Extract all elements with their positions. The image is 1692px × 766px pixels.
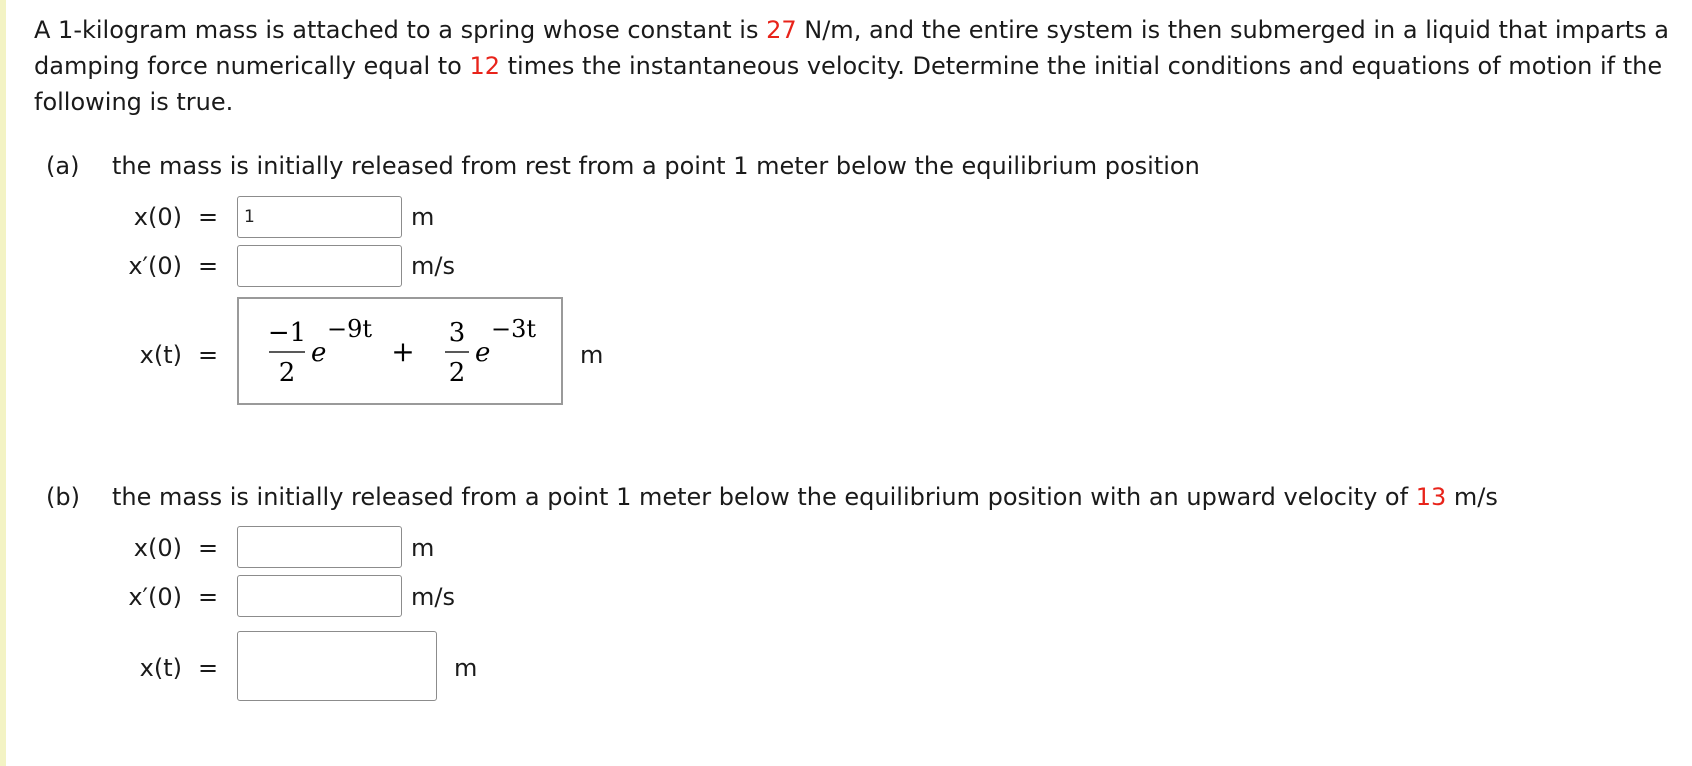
term1-denominator: 2 [278, 358, 296, 388]
term1-exponent: −9t [327, 315, 373, 343]
part-a-xt-answer-box[interactable] [237, 297, 563, 405]
part-b-text-main: the mass is initially released from a point 1 meter below the equilibrium position with an upward velocity of [112, 483, 1416, 511]
part-a-xp0-input[interactable] [237, 245, 402, 287]
part-b-x0-equals: = [198, 534, 219, 562]
term1-base: e [311, 338, 327, 368]
part-a-x0-label: x(0) [133, 203, 182, 231]
left-margin-bar [0, 0, 6, 766]
term1-numerator: −1 [267, 318, 307, 348]
part-a-xp0-label: x′(0) [128, 252, 182, 280]
part-b-xt-unit: m [454, 654, 478, 682]
term2-exponent: −3t [491, 315, 537, 343]
xt-formula [239, 299, 561, 403]
part-b-x0-input[interactable] [237, 526, 402, 568]
part-b-xp0-input[interactable] [237, 575, 402, 617]
part-b-text [112, 482, 1498, 512]
part-b-xt-label: x(t) [139, 654, 182, 682]
part-a-marker: (a) [46, 152, 80, 180]
part-a-xt-unit: m [580, 341, 604, 369]
problem-text-1: A 1-kilogram mass is attached to a spring whose constant is [34, 16, 767, 44]
term2-denominator: 2 [448, 358, 466, 388]
part-a-xt-equals: = [198, 341, 219, 369]
part-b-x0-unit: m [411, 534, 435, 562]
part-b-xt-input[interactable] [237, 631, 437, 701]
part-a-x0-unit: m [411, 203, 435, 231]
part-a-x0-equals: = [198, 203, 219, 231]
problem-statement [34, 12, 1674, 120]
spring-constant-value: 27 [766, 16, 797, 44]
part-a-xp0-unit: m/s [411, 252, 455, 280]
part-b-x0-label: x(0) [133, 534, 182, 562]
term2-numerator: 3 [448, 318, 466, 348]
part-b-xp0-label: x′(0) [128, 583, 182, 611]
problem-text-3: times the instantaneous velocity. Determine the initial conditions and equations of motion if the following is true. [34, 52, 1663, 116]
part-a-text: the mass is initially released from rest from a point 1 meter below the equilibrium position [112, 152, 1200, 180]
part-a-xt-label: x(t) [139, 341, 182, 369]
plus-sign: + [391, 335, 415, 368]
part-b-xt-equals: = [198, 654, 219, 682]
part-b-marker: (b) [46, 483, 80, 511]
problem-text-2: N/m, and the entire system is then submerged in a liquid that imparts a damping force numerically equal to [34, 16, 1669, 80]
damping-value: 12 [469, 52, 501, 80]
part-b-xp0-equals: = [198, 583, 219, 611]
part-b-velocity-unit: m/s [1446, 483, 1498, 511]
part-b-xp0-unit: m/s [411, 583, 455, 611]
part-b-velocity-value: 13 [1415, 483, 1447, 511]
part-a-x0-input[interactable] [237, 196, 402, 238]
part-a-xp0-equals: = [198, 252, 219, 280]
term2-base: e [475, 338, 491, 368]
